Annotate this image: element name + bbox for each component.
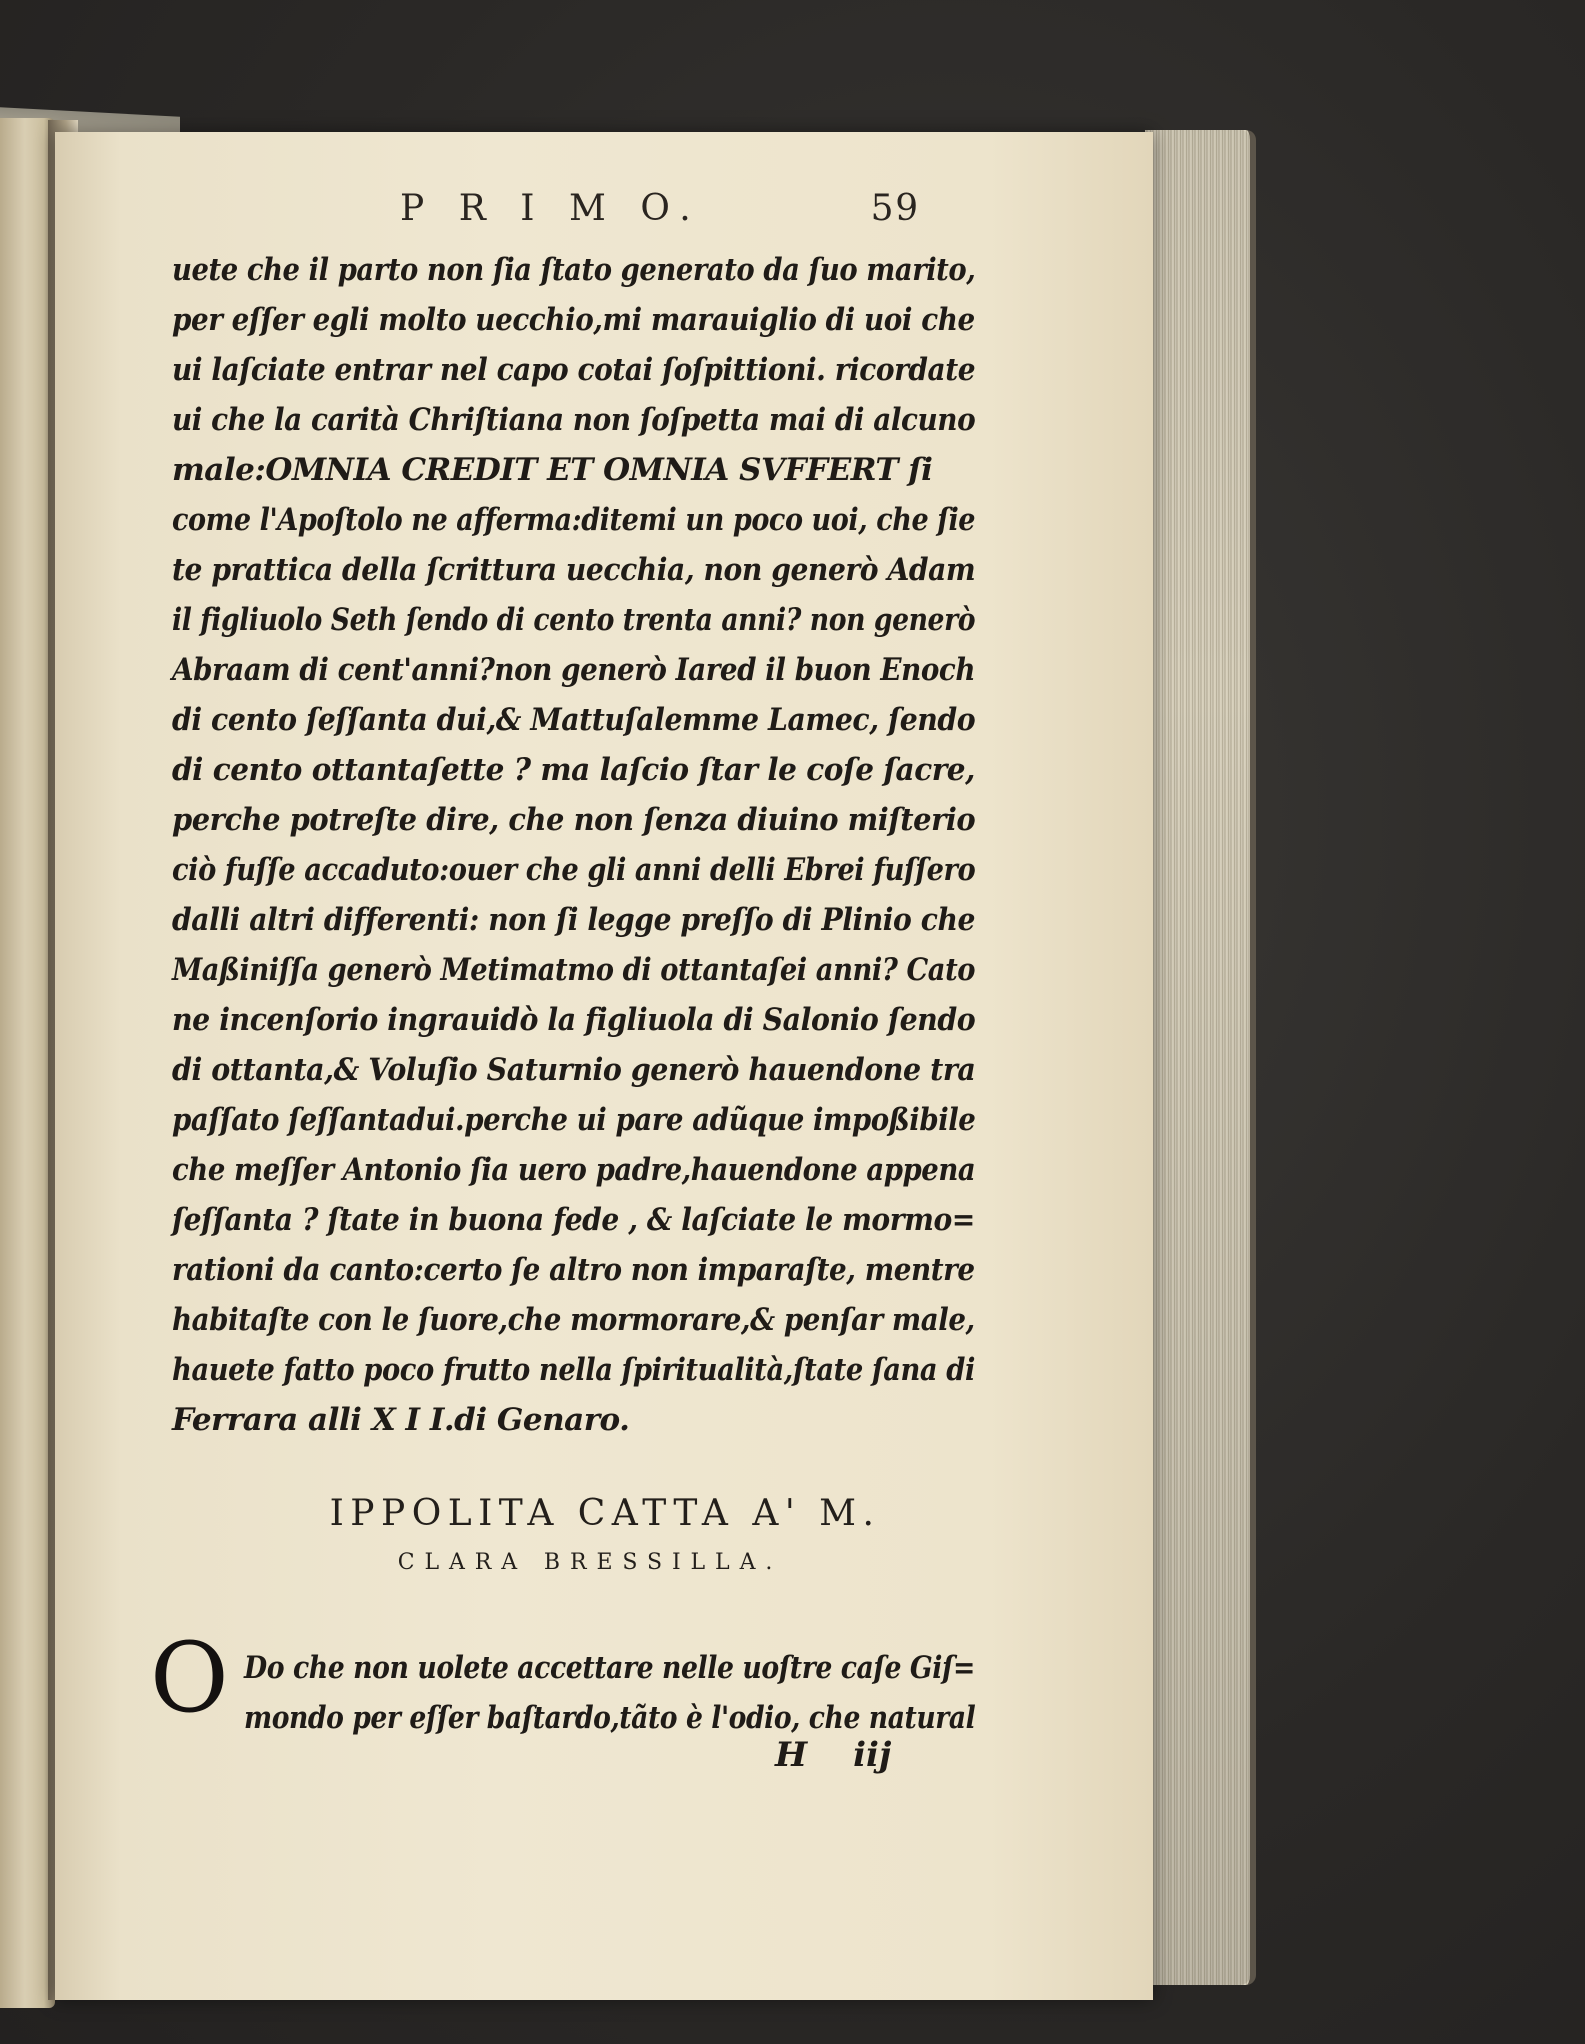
- text-line: ui laſciate entrar nel capo cotai ſoſpittioni. ricordate: [172, 352, 976, 388]
- text-line: ne incenſorio ingrauidò la figliuola di Salonio ſendo: [172, 1002, 976, 1038]
- running-head: [400, 188, 960, 238]
- signature-number: iij: [853, 1735, 892, 1775]
- text-line: hauete fatto poco frutto nella ſpiritualità,ſtate ſana di: [172, 1352, 975, 1388]
- text-line: mondo per eſſer baſtardo,tãto è l'odio, che natural: [244, 1700, 976, 1736]
- text-line: di ottanta,& Voluſio Saturnio generò hauendone tra: [172, 1052, 976, 1088]
- letter-recipient: CLARA BRESSILLA.: [397, 1550, 783, 1575]
- text-line: uete che il parto non ſia ſtato generato da ſuo marito,: [172, 252, 976, 288]
- text-line: ſeſſanta ? ſtate in buona fede , & laſciate le mormo=: [172, 1202, 975, 1238]
- text-line: dalli altri differenti: non ſi legge preſſo di Plinio che: [172, 902, 975, 938]
- text-line: rationi da canto:certo ſe altro non imparaſte, mentre: [172, 1252, 975, 1288]
- text-line: Maßiniſſa generò Metimatmo di ottantaſei anni? Cato: [172, 952, 976, 988]
- text-line: per eſſer egli molto uecchio,mi marauiglio di uoi che: [172, 302, 975, 338]
- text-line: male:OMNIA CREDIT ET OMNIA SVFFERT ſi: [172, 452, 933, 488]
- text-line: Do che non uolete accettare nelle uoſtre caſe Giſ=: [244, 1650, 975, 1686]
- text-line: perche potreſte dire, che non ſenza diuino miſterio: [172, 802, 976, 838]
- text-line: ui che la carità Chriſtiana non ſoſpetta mai di alcuno: [172, 402, 976, 438]
- text-line: te prattica della ſcrittura uecchia, non generò Adam: [172, 552, 976, 588]
- text-line: che meſſer Antonio ſia uero padre,hauendone appena: [172, 1152, 976, 1188]
- page-number: 59: [870, 188, 920, 229]
- text-line: paſſato ſeſſantadui.perche ui pare adũque impoßibile: [172, 1102, 976, 1138]
- drop-cap-initial: O: [150, 1622, 229, 1734]
- text-line: habitaſte con le ſuore,che mormorare,& penſar male,: [172, 1302, 975, 1338]
- text-line: come l'Apoſtolo ne afferma:ditemi un poco uoi, che ſie: [172, 502, 976, 538]
- signature-letter: H: [775, 1735, 808, 1775]
- text-line: Abraam di cent'anni?non generò Iared il buon Enoch: [172, 652, 976, 688]
- text-line: di cento ottantaſette ? ma laſcio ſtar le coſe ſacre,: [172, 752, 975, 788]
- signature-mark: [775, 1735, 915, 1775]
- letter-heading: IPPOLITA CATTA A' M.: [329, 1493, 881, 1534]
- text-line: ciò fuſſe accaduto:ouer che gli anni delli Ebrei fuſſero: [172, 852, 976, 888]
- text-line: il figliuolo Seth ſendo di cento trenta anni? non generò: [172, 602, 976, 638]
- text-line: Ferrara alli X I I.di Genaro.: [172, 1402, 630, 1438]
- running-head-title: P R I M O.: [400, 188, 703, 229]
- text-line: di cento ſeſſanta dui,& Mattuſalemme Lamec, ſendo: [172, 702, 976, 738]
